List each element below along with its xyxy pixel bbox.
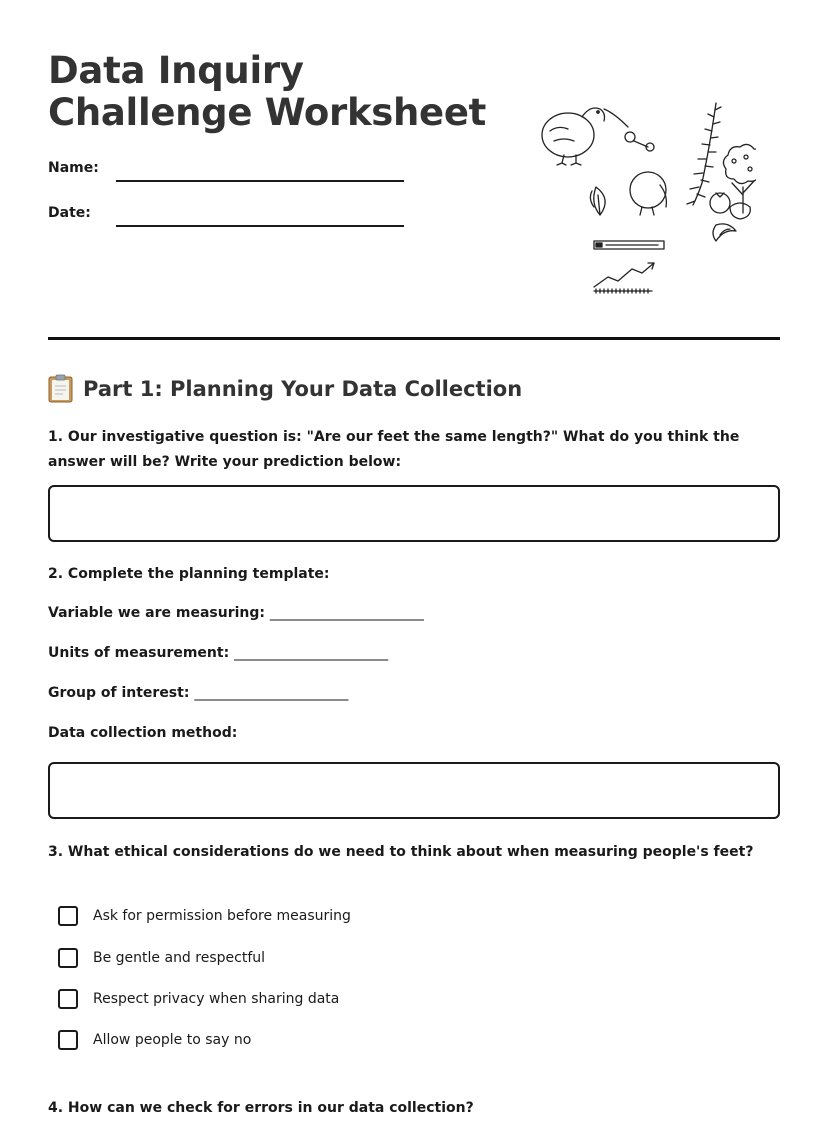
template-variable-blank[interactable]: ______________________ <box>269 605 424 621</box>
clipboard-icon <box>48 374 73 403</box>
template-units-label: Units of measurement: <box>48 645 230 661</box>
shell-icon <box>713 224 736 241</box>
page-title: Data Inquiry Challenge Worksheet <box>48 49 487 134</box>
ethics-checkbox[interactable] <box>58 948 78 968</box>
ethics-checkbox-label: Respect privacy when sharing data <box>93 991 340 1007</box>
kiwi-small-icon <box>630 172 666 215</box>
ethics-checkbox-label: Allow people to say no <box>93 1032 252 1048</box>
nature-illustration <box>538 95 756 300</box>
ethics-checkbox-item[interactable] <box>58 904 351 928</box>
kumara-icon <box>710 193 750 219</box>
ethics-checkbox[interactable] <box>58 989 78 1009</box>
fern-frond-icon <box>687 103 721 205</box>
name-input-line[interactable] <box>116 180 404 182</box>
ethics-checkbox-item[interactable] <box>58 987 339 1011</box>
line-graph-icon <box>594 263 654 293</box>
ruler-icon <box>594 241 664 249</box>
method-answer-box[interactable] <box>48 762 780 819</box>
section-divider <box>48 337 780 340</box>
part1-heading <box>48 374 522 403</box>
date-label: Date: <box>48 205 91 221</box>
part1-heading-text: Part 1: Planning Your Data Collection <box>83 376 523 401</box>
date-field <box>48 205 408 229</box>
template-variable-label: Variable we are measuring: <box>48 605 265 621</box>
leaf-icon <box>590 187 605 215</box>
question-2: 2. Complete the planning template: <box>48 566 330 582</box>
question-3: 3. What ethical considerations do we need to think about when measuring people's feet? <box>48 844 754 860</box>
ethics-checkbox-item[interactable] <box>58 1028 251 1052</box>
name-label: Name: <box>48 160 99 176</box>
ethics-checkbox[interactable] <box>58 906 78 926</box>
question-4: 4. How can we check for errors in our data collection? <box>48 1100 474 1116</box>
template-group-blank[interactable]: ______________________ <box>194 685 349 701</box>
kiwi-bird-icon <box>542 108 628 165</box>
name-field <box>48 160 408 184</box>
ethics-checkbox-label: Ask for permission before measuring <box>93 908 351 924</box>
template-units-row <box>48 645 388 661</box>
magnifying-glass-icon <box>625 132 654 151</box>
date-input-line[interactable] <box>116 225 404 227</box>
worksheet-page <box>48 0 780 1118</box>
template-group-row <box>48 685 348 701</box>
ethics-checkbox-label: Be gentle and respectful <box>93 950 266 966</box>
template-method-label: Data collection method: <box>48 725 238 741</box>
template-method-row <box>48 725 237 741</box>
ethics-checkbox[interactable] <box>58 1030 78 1050</box>
question-1: 1. Our investigative question is: "Are our feet the same length?" What do you think the answer will be? Write your prediction below: <box>48 429 740 470</box>
template-group-label: Group of interest: <box>48 685 190 701</box>
template-units-blank[interactable]: ______________________ <box>234 645 389 661</box>
prediction-answer-box[interactable] <box>48 485 780 542</box>
ethics-checkbox-item[interactable] <box>58 946 265 970</box>
template-variable-row <box>48 605 424 621</box>
